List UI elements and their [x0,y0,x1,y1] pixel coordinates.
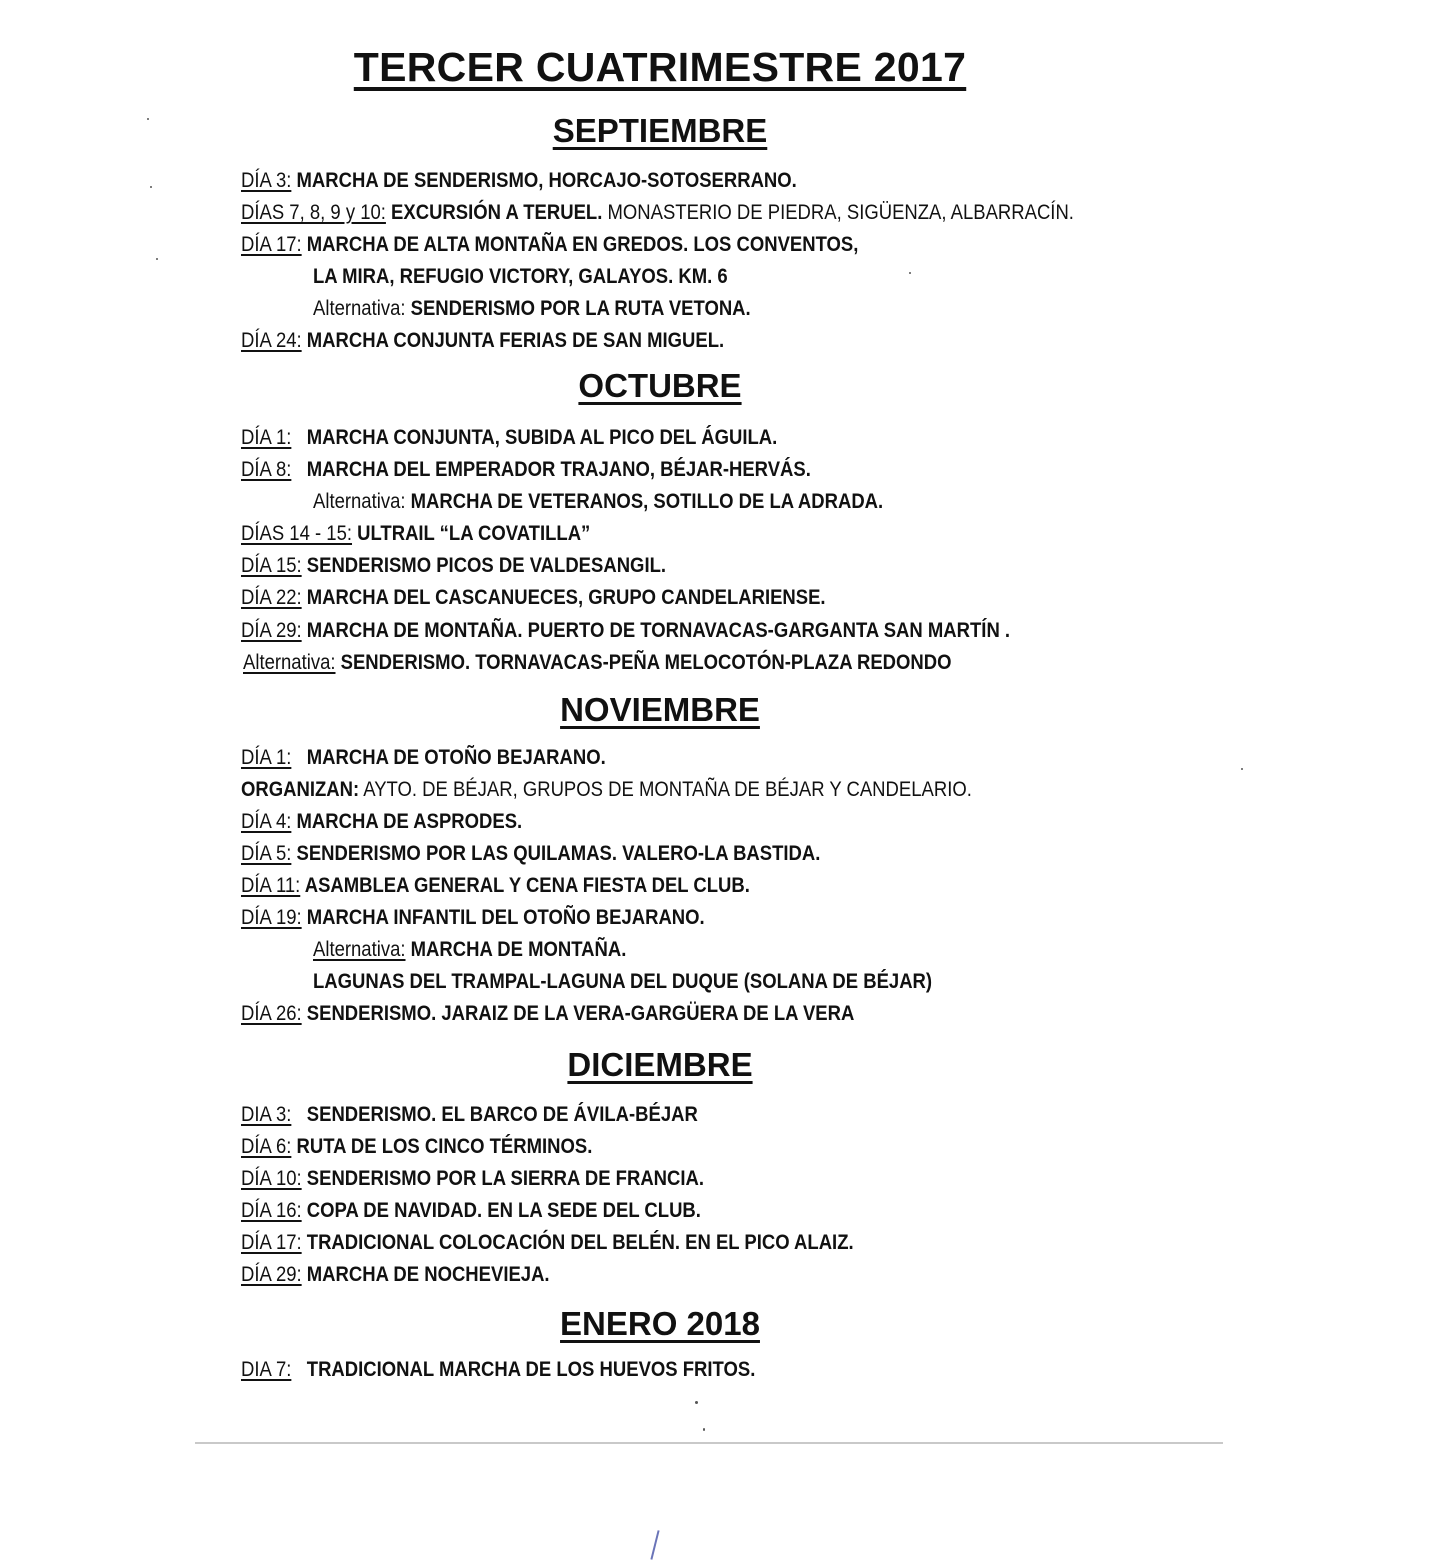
date-label: DÍA 8: [241,457,292,481]
activity-text: MARCHA DEL CASCANUECES, GRUPO CANDELARIENSE. [301,585,826,609]
date-label: DÍA 10: [241,1166,302,1190]
list-item [241,553,666,578]
organizers-text: AYTO. DE BÉJAR, GRUPOS DE MONTAÑA DE BÉJAR Y CANDELARIO. [359,777,972,801]
activity-text: MARCHA DE OTOÑO BEJARANO. [291,745,606,769]
activity-text: SENDERISMO POR LA SIERRA DE FRANCIA. [301,1166,705,1190]
date-label: DÍAS 7, 8, 9 y 10: [241,200,386,224]
scan-speck [150,186,152,188]
date-label: DÍA 3: [241,168,292,192]
list-item-alternative [243,650,952,675]
list-item [241,777,972,802]
list-item [241,905,705,930]
alternative-prefix: Alternativa: [313,489,406,513]
date-label: DÍA 29: [241,1262,302,1286]
date-label: DÍA 24: [241,328,302,352]
date-label: DÍA 17: [241,232,302,256]
list-item [241,809,522,834]
activity-text: MARCHA DE SENDERISMO, HORCAJO-SOTOSERRANO. [291,168,797,192]
list-item [241,745,606,770]
list-item [241,168,797,193]
date-label: DÍA 4: [241,809,292,833]
activity-text: SENDERISMO. TORNAVACAS-PEÑA MELOCOTÓN-PLAZA REDONDO [335,650,952,674]
list-item [241,425,777,450]
pen-mark [650,1530,659,1560]
activity-text: MARCHA DEL EMPERADOR TRAJANO, BÉJAR-HERVÁS. [291,457,811,481]
date-label: DÍA 17: [241,1230,302,1254]
alternative-prefix: Alternativa: [243,650,336,674]
date-label: DÍAS 14 - 15: [241,521,353,545]
month-heading-noviembre: NOVIEMBRE [560,691,760,728]
list-item [241,1198,701,1223]
date-label: DIA 7: [241,1357,292,1381]
scan-speck [1241,768,1243,770]
activity-text: MARCHA DE MONTAÑA. [405,937,627,961]
date-label: DÍA 11: [241,873,301,897]
activity-extra: MONASTERIO DE PIEDRA, SIGÜENZA, ALBARRACÍN. [602,200,1074,224]
activity-text: MARCHA CONJUNTA FERIAS DE SAN MIGUEL. [301,328,725,352]
list-item [241,521,590,546]
list-item [241,232,858,257]
activity-text: MARCHA INFANTIL DEL OTOÑO BEJARANO. [301,905,705,929]
activity-text: MARCHA DE ASPRODES. [291,809,523,833]
activity-text: SENDERISMO. EL BARCO DE ÁVILA-BÉJAR [291,1102,698,1126]
list-item [241,1001,854,1026]
page-title: TERCER CUATRIMESTRE 2017 [353,44,967,90]
activity-text: ULTRAIL “LA COVATILLA” [352,521,591,545]
date-label: DÍA 19: [241,905,302,929]
scan-speck [695,1401,698,1404]
activity-text: TRADICIONAL MARCHA DE LOS HUEVOS FRITOS. [291,1357,756,1381]
scan-speck [703,1428,705,1431]
date-label: DÍA 15: [241,553,302,577]
month-heading-enero: ENERO 2018 [560,1305,760,1342]
list-item [241,1230,854,1255]
activity-text: TRADICIONAL COLOCACIÓN DEL BELÉN. EN EL PICO ALAIZ. [301,1230,854,1254]
list-item [241,1134,592,1159]
activity-text: ASAMBLEA GENERAL Y CENA FIESTA DEL CLUB. [300,873,750,897]
activity-text: SENDERISMO POR LAS QUILAMAS. VALERO-LA BASTIDA. [291,841,821,865]
scan-speck [147,118,149,120]
month-heading-octubre: OCTUBRE [578,367,742,404]
activity-text: SENDERISMO POR LA RUTA VETONA. [405,296,751,320]
scan-speck [909,272,911,274]
activity-text: MARCHA CONJUNTA, SUBIDA AL PICO DEL ÁGUILA. [291,425,778,449]
list-item-continuation [313,264,728,289]
scan-speck [156,258,158,260]
date-label: DÍA 6: [241,1134,292,1158]
scan-edge-line [195,1442,1223,1444]
activity-text: LAGUNAS DEL TRAMPAL-LAGUNA DEL DUQUE (SOLANA DE BÉJAR) [313,969,933,993]
date-label: DÍA 26: [241,1001,302,1025]
list-item-continuation [313,969,932,994]
activity-text: SENDERISMO PICOS DE VALDESANGIL. [301,553,667,577]
activity-text: COPA DE NAVIDAD. EN LA SEDE DEL CLUB. [301,1198,701,1222]
date-label: DÍA 1: [241,745,292,769]
date-label: DÍA 29: [241,618,302,642]
list-item [241,585,826,610]
activity-text: EXCURSIÓN A TERUEL. [385,200,603,224]
activity-text: RUTA DE LOS CINCO TÉRMINOS. [291,1134,593,1158]
list-item [241,328,724,353]
list-item [241,1262,550,1287]
alternative-prefix: Alternativa: [313,296,406,320]
month-heading-diciembre: DICIEMBRE [567,1046,753,1083]
date-label: DÍA 16: [241,1198,302,1222]
date-label: DIA 3: [241,1102,292,1126]
list-item [241,873,750,898]
list-item [241,618,1010,643]
activity-text: SENDERISMO. JARAIZ DE LA VERA-GARGÜERA DE LA VERA [301,1001,855,1025]
list-item-alternative [313,489,883,514]
list-item [241,457,811,482]
activity-text: MARCHA DE MONTAÑA. PUERTO DE TORNAVACAS-GARGANTA SAN MARTÍN . [301,618,1011,642]
list-item-alternative [313,937,626,962]
list-item [241,1166,704,1191]
alternative-prefix: Alternativa: [313,937,406,961]
organizers-label: ORGANIZAN: [241,777,360,801]
date-label: DÍA 1: [241,425,292,449]
activity-text: MARCHA DE ALTA MONTAÑA EN GREDOS. LOS CONVENTOS, [301,232,859,256]
month-heading-septiembre: SEPTIEMBRE [552,112,768,149]
list-item [241,200,1074,225]
list-item [241,1357,755,1382]
list-item [241,841,820,866]
list-item-alternative [313,296,751,321]
date-label: DÍA 22: [241,585,302,609]
activity-text: LA MIRA, REFUGIO VICTORY, GALAYOS. KM. 6 [313,264,728,288]
date-label: DÍA 5: [241,841,292,865]
activity-text: MARCHA DE NOCHEVIEJA. [301,1262,550,1286]
activity-text: MARCHA DE VETERANOS, SOTILLO DE LA ADRADA. [405,489,884,513]
list-item [241,1102,698,1127]
